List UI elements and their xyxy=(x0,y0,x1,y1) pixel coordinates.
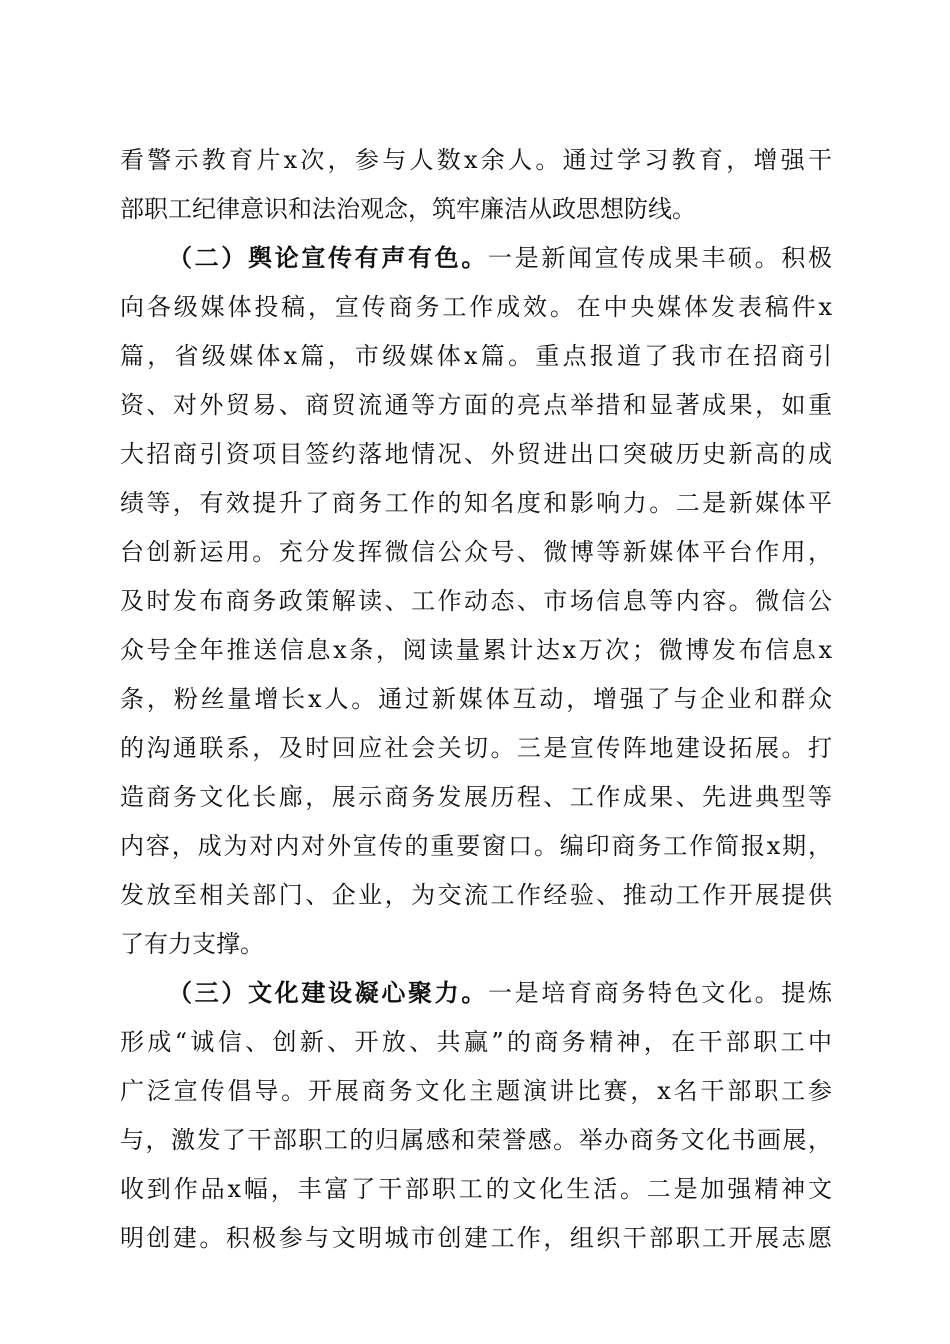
text-line: 向各级媒体投稿，宣传商务工作成效。在中央媒体发表稿件x xyxy=(120,293,832,321)
text-run: 一是新闻宣传成果丰硕。积极 xyxy=(488,244,832,272)
text-line: 篇，省级媒体x篇，市级媒体x篇。重点报道了我市在招商引 xyxy=(120,342,832,370)
text-line: 及时发布商务政策解读、工作动态、市场信息等内容。微信公 xyxy=(120,587,832,615)
text-line: 与，激发了干部职工的归属感和荣誉感。举办商务文化书画展， xyxy=(120,1126,832,1154)
text-line: 绩等，有效提升了商务工作的知名度和影响力。二是新媒体平 xyxy=(120,489,832,517)
text-line: 发放至相关部门、企业，为交流工作经验、推动工作开展提供 xyxy=(120,881,832,909)
text-line: 形成“诚信、创新、开放、共赢”的商务精神，在干部职工中 xyxy=(120,1028,832,1056)
text-line: 大招商引资项目签约落地情况、外贸进出口突破历史新高的成 xyxy=(120,440,832,468)
text-line: 看警示教育片x次，参与人数x余人。通过学习教育，增强干 xyxy=(120,146,832,174)
text-line xyxy=(120,234,832,283)
section-heading: （三）文化建设凝心聚力。 xyxy=(168,979,488,1007)
text-line: 造商务文化长廊，展示商务发展历程、工作成果、先进典型等 xyxy=(120,783,832,811)
paragraph-culture-building xyxy=(120,969,832,1263)
text-line xyxy=(120,969,832,1018)
document-body xyxy=(120,136,832,1263)
text-line: 的沟通联系，及时回应社会关切。三是宣传阵地建设拓展。打 xyxy=(120,734,832,762)
paragraph-public-opinion xyxy=(120,234,832,969)
text-run: 一是培育商务特色文化。提炼 xyxy=(488,979,832,1007)
text-line: 资、对外贸易、商贸流通等方面的亮点举措和显著成果，如重 xyxy=(120,391,832,419)
text-line: 部职工纪律意识和法治观念，筑牢廉洁从政思想防线。 xyxy=(120,195,696,223)
text-line: 收到作品x幅，丰富了干部职工的文化生活。二是加强精神文 xyxy=(120,1175,832,1203)
text-line: 条，粉丝量增长x人。通过新媒体互动，增强了与企业和群众 xyxy=(120,685,832,713)
text-line: 众号全年推送信息x条，阅读量累计达x万次；微博发布信息x xyxy=(120,636,832,664)
paragraph-continuation xyxy=(120,136,832,234)
section-heading: （二）舆论宣传有声有色。 xyxy=(168,244,488,272)
text-line: 内容，成为对内对外宣传的重要窗口。编印商务工作简报x期， xyxy=(120,832,832,860)
text-line: 明创建。积极参与文明城市创建工作，组织干部职工开展志愿 xyxy=(120,1224,832,1252)
text-line: 了有力支撑。 xyxy=(120,930,264,958)
text-line: 广泛宣传倡导。开展商务文化主题演讲比赛，x名干部职工参 xyxy=(120,1077,832,1105)
text-line: 台创新运用。充分发挥微信公众号、微博等新媒体平台作用， xyxy=(120,538,832,566)
